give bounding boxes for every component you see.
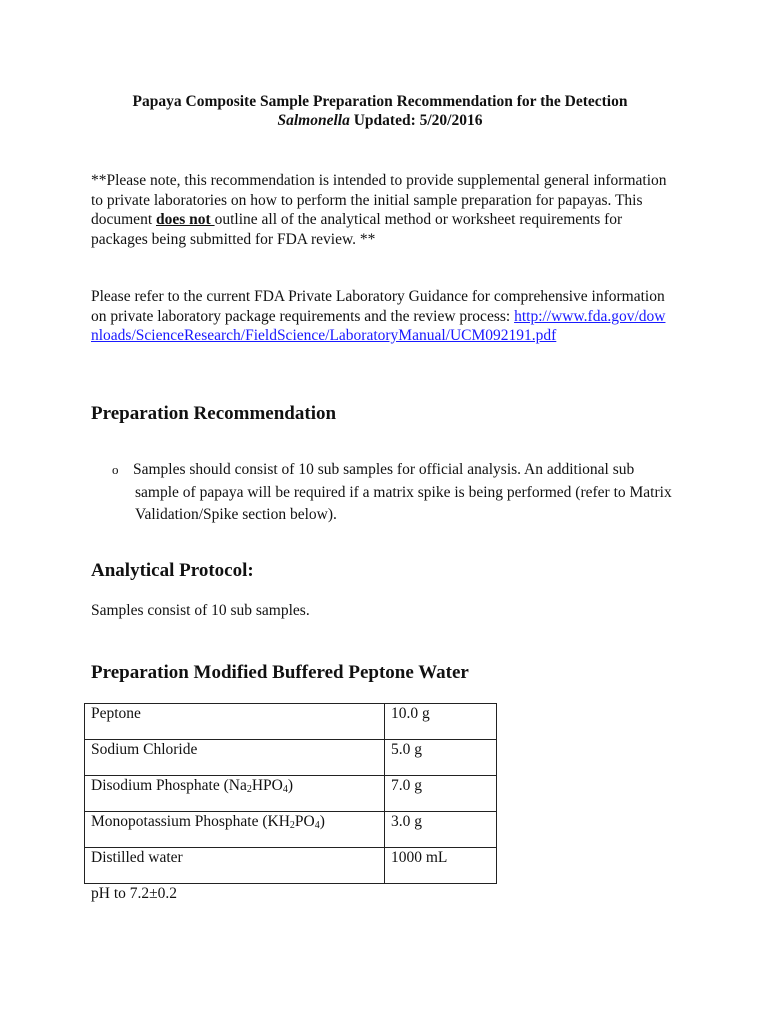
formula-part: Disodium Phosphate (Na — [91, 777, 247, 794]
table-row — [85, 812, 497, 848]
ingredient-amount: 10.0 g — [385, 704, 497, 740]
ingredient-amount: 5.0 g — [385, 740, 497, 776]
table-row — [85, 704, 497, 740]
ingredient-name: Sodium Chloride — [85, 740, 385, 776]
reference-text: Please refer to the current FDA Private Laboratory Guidance for comprehensive information on private laboratory package requirements and the review process: — [91, 288, 665, 325]
disclaimer-note — [91, 171, 671, 249]
ingredient-name: Distilled water — [85, 848, 385, 884]
ingredient-amount: 7.0 g — [385, 776, 497, 812]
formula-part: PO — [294, 813, 315, 830]
title-organism: Salmonella — [277, 112, 350, 129]
formula-part: ) — [319, 813, 325, 830]
table-row — [85, 740, 497, 776]
ingredient-name — [85, 776, 385, 812]
ingredient-name: Peptone — [85, 704, 385, 740]
section-heading-buffered-peptone-water: Preparation Modified Buffered Peptone Water — [91, 662, 469, 683]
ingredients-table — [84, 703, 497, 884]
formula-subscript: 2 — [246, 784, 252, 795]
title-updated: Updated: 5/20/2016 — [349, 112, 483, 129]
note-emphasis: does not — [156, 211, 215, 228]
formula-part: HPO — [251, 777, 283, 794]
bullet-text: Samples should consist of 10 sub samples for official analysis. An additional sub sample of papaya will be required if a matrix spike is being performed (refer to Matrix Validation/Spike section below). — [133, 461, 672, 523]
analytical-protocol-text: Samples consist of 10 sub samples. — [91, 602, 310, 619]
guidance-reference — [91, 287, 671, 346]
note-text-end: outline all of the analytical method or worksheet requirements for packages being submitted for FDA review. ** — [91, 211, 623, 248]
bullet-circle-icon: o — [112, 462, 119, 477]
section-heading-analytical-protocol: Analytical Protocol: — [91, 560, 254, 581]
note-text-start: **Please note, this recommendation is intended to provide supplemental general information to private laboratories on how to perform the initial sample preparation for papayas. This document — [91, 172, 667, 228]
section-heading-preparation-recommendation: Preparation Recommendation — [91, 403, 337, 424]
title-line-1: Papaya Composite Sample Preparation Recommendation for the Detection — [132, 93, 628, 110]
ingredient-amount: 1000 mL — [385, 848, 497, 884]
formula-subscript: 4 — [314, 820, 320, 831]
formula-part: Monopotassium Phosphate (KH — [91, 813, 290, 830]
table-row — [85, 776, 497, 812]
table-row — [85, 848, 497, 884]
list-item — [112, 459, 677, 527]
title-line-2 — [70, 111, 690, 130]
ingredient-amount: 3.0 g — [385, 812, 497, 848]
ph-note: pH to 7.2±0.2 — [91, 885, 178, 902]
guidance-link[interactable]: http://www.fda.gov/downloads/ScienceResearch/FieldScience/LaboratoryManual/UCM092191.pdf — [91, 307, 666, 344]
formula-part: ) — [287, 777, 294, 794]
document-title — [70, 92, 690, 130]
formula-subscript: 4 — [282, 784, 288, 795]
ingredient-name — [85, 812, 385, 848]
formula-subscript: 2 — [289, 820, 295, 831]
